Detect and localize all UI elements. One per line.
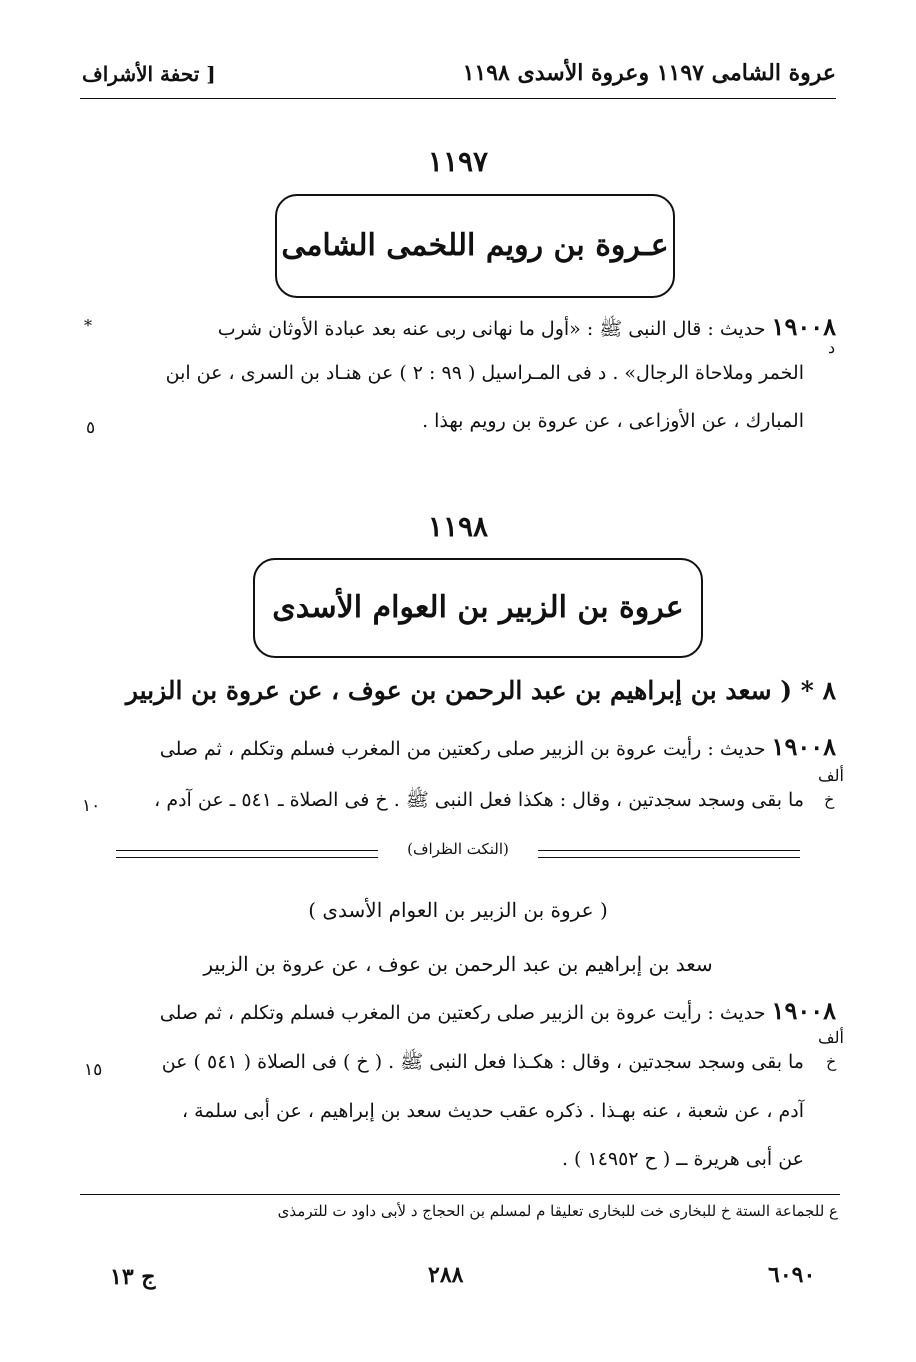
hadith-line: ما بقى وسجد سجدتين ، وقال : هكذا فعل النبى ﷺ . خ فى الصلاة ـ ٥٤١ ـ عن آدم ، xyxy=(154,789,804,811)
narrator-name: عـروة بن رويم اللخمى الشامى xyxy=(281,228,669,263)
volume-number: ج ١٣ xyxy=(110,1264,156,1290)
hadith-line: الخمر وملاحاة الرجال» . د فى المـراسيل ( ٩٩ : ٢ ) عن هنـاد بن السرى ، عن ابن xyxy=(165,362,804,384)
margin-symbol: خ xyxy=(824,790,835,809)
hadith-text: حديث : قال النبى ﷺ : «أول ما نهانى ربى عنه بعد عبادة الأوثان شرب xyxy=(217,318,766,340)
divider-label-text: النكت الظراف xyxy=(412,840,504,858)
abbreviation-legend: ع للجماعة الستة خ للبخارى خت للبخارى تعليقا م لمسلم بن الحجاج د لأبى داود ت للترمذى xyxy=(277,1202,838,1220)
running-header-title: عروة الشامى ١١٩٧ وعروة الأسدى ١١٩٨ xyxy=(462,60,836,86)
hadith-line: ما بقى وسجد سجدتين ، وقال : هكـذا فعل النبى ﷺ . ( خ ) فى الصلاة ( ٥٤١ ) عن xyxy=(161,1051,804,1073)
hadith-line: عن أبى هريرة ــ ( ح ١٤٩٥٢ ) . xyxy=(561,1148,804,1170)
running-header-book: [ تحفة الأشراف xyxy=(82,62,216,86)
divider-rule-right xyxy=(538,850,800,858)
hadith-line: المبارك ، عن الأوزاعى ، عن عروة بن رويم بهذا . xyxy=(422,410,804,432)
hadith-text: حديث : رأيت عروة بن الزبير صلى ركعتين من المغرب فسلم وتكلم ، ثم صلى xyxy=(159,1002,766,1024)
narrator-name: عروة بن الزبير بن العوام الأسدى xyxy=(272,590,684,625)
line-marker: ١٥ xyxy=(84,1060,103,1080)
margin-symbol: ألف xyxy=(818,766,844,785)
divider-rule-left xyxy=(116,850,378,858)
section-number: ١١٩٨ xyxy=(427,510,489,543)
narrator-name-box xyxy=(275,194,675,298)
line-marker: ٥ xyxy=(86,418,96,438)
line-marker: ١٠ xyxy=(82,796,101,816)
nukat-chain: سعد بن إبراهيم بن عبد الرحمن بن عوف ، عن عروة بن الزبير xyxy=(203,952,713,976)
page-number: ٢٨٨ xyxy=(428,1262,464,1288)
hadith-number: ١٩٠٠٨ xyxy=(771,732,836,761)
margin-symbol: خ xyxy=(826,1052,837,1071)
margin-star: * xyxy=(84,316,92,335)
nukat-heading: ( عروة بن الزبير بن العوام الأسدى ) xyxy=(308,898,608,922)
hadith-number: ١٩٠٠٨ xyxy=(771,996,836,1025)
section-number: ١١٩٧ xyxy=(427,145,489,178)
cumulative-number: ٦٠٩٠ xyxy=(768,1262,816,1288)
hadith-number: ١٩٠٠٨ xyxy=(771,312,836,341)
hadith-text: حديث : رأيت عروة بن الزبير صلى ركعتين من المغرب فسلم وتكلم ، ثم صلى xyxy=(159,738,766,760)
narrator-name-box xyxy=(253,558,703,658)
divider-label: (النكت الظراف) xyxy=(407,840,509,858)
chain-subtitle xyxy=(126,676,836,705)
hadith-line xyxy=(76,996,836,1025)
subtitle-marker: ٨ * xyxy=(800,676,836,705)
margin-symbol: ألف xyxy=(818,1028,844,1047)
margin-symbol: د xyxy=(828,338,836,357)
hadith-line: آدم ، عن شعبة ، عنه بهـذا . ذكره عقب حديث سعد بن إبراهيم ، عن أبى سلمة ، xyxy=(181,1100,804,1122)
footer-rule xyxy=(80,1194,840,1195)
hadith-line xyxy=(76,312,836,345)
hadith-line xyxy=(76,732,836,761)
header-rule xyxy=(80,98,836,99)
subtitle-text: ( سعد بن إبراهيم بن عبد الرحمن بن عوف ، عن عروة بن الزبير xyxy=(125,676,793,705)
